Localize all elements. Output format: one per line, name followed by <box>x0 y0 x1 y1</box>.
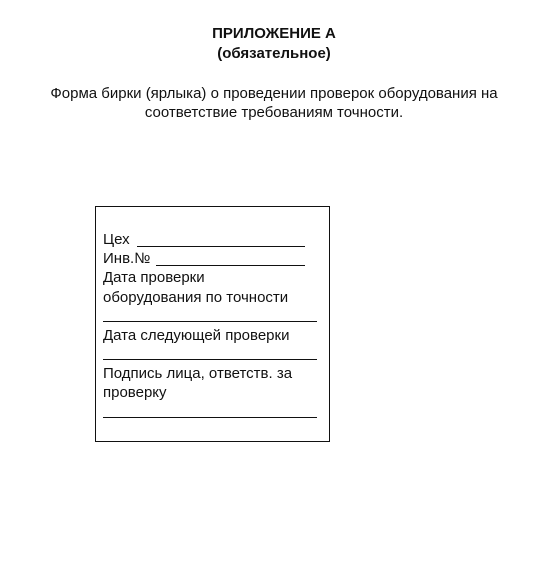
check-date-label-line-2: оборудования по точности <box>103 289 289 306</box>
check-date-label-line-1: Дата проверки <box>103 269 205 286</box>
signature-label-line-2: проверку <box>103 384 167 401</box>
workshop-label: Цех <box>103 231 130 248</box>
next-check-label: Дата следующей проверки <box>103 327 290 344</box>
appendix-subtitle: (обязательное) <box>217 45 331 62</box>
description-line-1: Форма бирки (ярлыка) о проведении проверок оборудования на <box>50 85 498 102</box>
workshop-field-line <box>137 246 305 247</box>
check-date-field-line <box>103 321 317 322</box>
inventory-field-line <box>156 265 305 266</box>
description-line-2: соответствие требованиям точности. <box>144 104 404 121</box>
signature-label-line-1: Подпись лица, ответств. за <box>103 365 293 382</box>
appendix-title: ПРИЛОЖЕНИЕ А <box>212 25 336 42</box>
signature-field-line <box>103 417 317 418</box>
inventory-label: Инв.№ <box>103 250 151 267</box>
next-check-field-line <box>103 359 317 360</box>
tag-form <box>95 206 330 442</box>
